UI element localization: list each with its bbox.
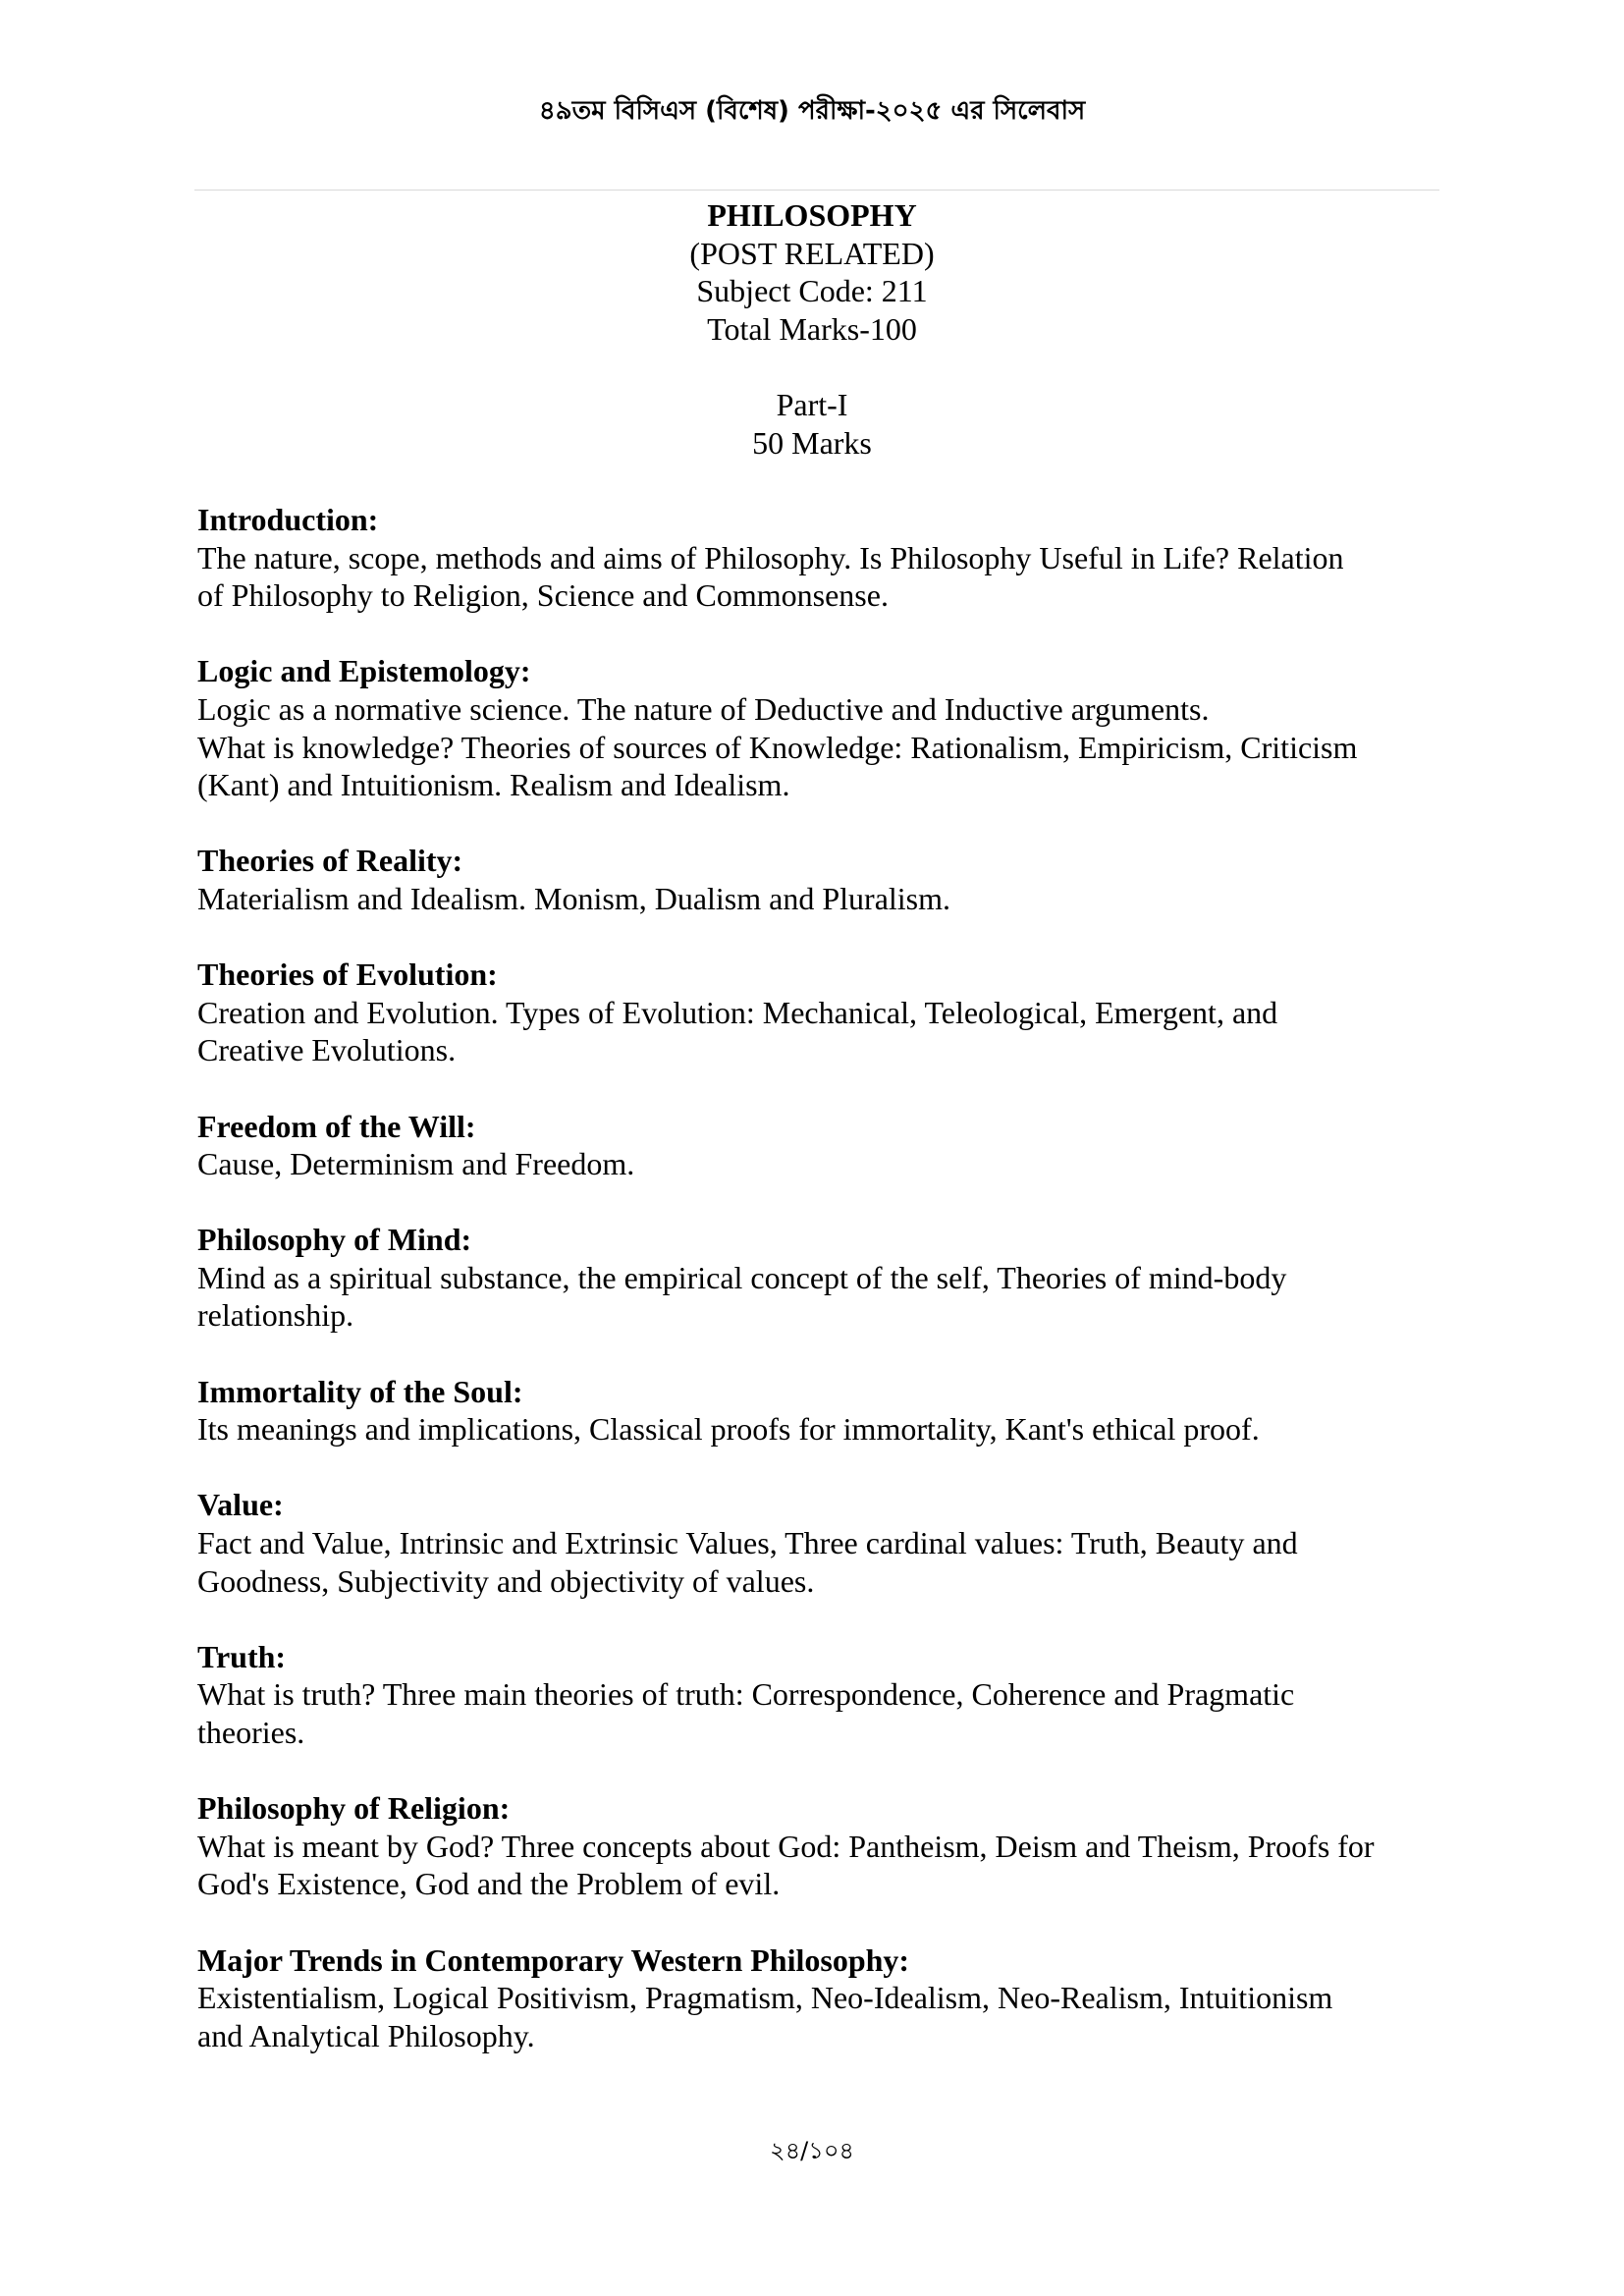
section-line: The nature, scope, methods and aims of Philosophy. Is Philosophy Useful in Life? Relation <box>197 539 1344 575</box>
section-line: What is meant by God? Three concepts about God: Pantheism, Deism and Theism, Proofs for <box>197 1828 1375 1864</box>
section-heading: Theories of Reality: <box>197 843 463 879</box>
section-heading: Truth: <box>197 1638 287 1674</box>
section-line: Fact and Value, Intrinsic and Extrinsic Values, Three cardinal values: Truth, Beauty and <box>197 1525 1298 1561</box>
syllabus-sections <box>197 501 1444 2093</box>
section-value <box>197 1486 1444 1600</box>
section-theories-of-evolution <box>197 956 1444 1069</box>
title-block <box>0 196 1624 462</box>
section-philosophy-of-mind <box>197 1221 1444 1335</box>
subject-code: Subject Code: 211 <box>696 273 928 309</box>
section-heading: Philosophy of Mind: <box>197 1222 472 1258</box>
part-label: Part-I <box>776 386 848 422</box>
running-header: ৪৯তম বিসিএস (বিশেষ) পরীক্ষা-২০২৫ এর সিলেবাস <box>538 96 1086 126</box>
section-line: What is truth? Three main theories of truth: Correspondence, Coherence and Pragmatic <box>197 1676 1295 1713</box>
section-line: (Kant) and Intuitionism. Realism and Idealism. <box>197 767 790 803</box>
section-introduction <box>197 501 1444 615</box>
section-line: What is knowledge? Theories of sources of Knowledge: Rationalism, Empiricism, Criticism <box>197 729 1358 765</box>
section-heading: Immortality of the Soul: <box>197 1373 523 1409</box>
section-line: Its meanings and implications, Classical proofs for immortality, Kant's ethical proof. <box>197 1411 1260 1448</box>
section-line: Materialism and Idealism. Monism, Dualism and Pluralism. <box>197 880 951 916</box>
section-line: theories. <box>197 1715 305 1750</box>
section-theories-of-reality <box>197 842 1444 917</box>
section-line: relationship. <box>197 1297 354 1334</box>
section-line: Mind as a spiritual substance, the empirical concept of the self, Theories of mind-body <box>197 1259 1287 1295</box>
section-heading: Value: <box>197 1487 284 1523</box>
title-spacer <box>0 348 1624 386</box>
section-heading: Major Trends in Contemporary Western Philosophy: <box>197 1941 910 1978</box>
section-line: Cause, Determinism and Freedom. <box>197 1146 635 1182</box>
header-divider <box>194 190 1439 191</box>
total-marks: Total Marks-100 <box>707 310 917 347</box>
section-line: Existentialism, Logical Positivism, Pragmatism, Neo-Idealism, Neo-Realism, Intuitionism <box>197 1980 1333 2016</box>
section-line: Creation and Evolution. Types of Evolution: Mechanical, Teleological, Emergent, and <box>197 994 1278 1030</box>
section-heading: Freedom of the Will: <box>197 1108 476 1144</box>
section-freedom-of-the-will <box>197 1108 1444 1183</box>
section-heading: Introduction: <box>197 502 379 537</box>
section-contemporary-western-philosophy <box>197 1941 1444 2055</box>
subject-category: (POST RELATED) <box>689 235 935 271</box>
part-marks: 50 Marks <box>752 424 872 461</box>
section-truth <box>197 1638 1444 1752</box>
section-line: of Philosophy to Religion, Science and Commonsense. <box>197 577 889 614</box>
section-immortality-of-the-soul <box>197 1373 1444 1449</box>
section-line: and Analytical Philosophy. <box>197 2017 535 2053</box>
section-philosophy-of-religion <box>197 1789 1444 1903</box>
section-line: God's Existence, God and the Problem of evil. <box>197 1866 781 1902</box>
subject-title: PHILOSOPHY <box>707 197 917 233</box>
section-line: Goodness, Subjectivity and objectivity of values. <box>197 1562 815 1599</box>
section-heading: Theories of Evolution: <box>197 957 498 993</box>
page-number: ২৪/১০৪ <box>769 2137 855 2164</box>
section-line: Logic as a normative science. The nature of Deductive and Inductive arguments. <box>197 690 1210 727</box>
section-logic-epistemology <box>197 652 1444 803</box>
section-heading: Logic and Epistemology: <box>197 653 531 689</box>
section-line: Creative Evolutions. <box>197 1032 457 1068</box>
section-heading: Philosophy of Religion: <box>197 1790 511 1827</box>
